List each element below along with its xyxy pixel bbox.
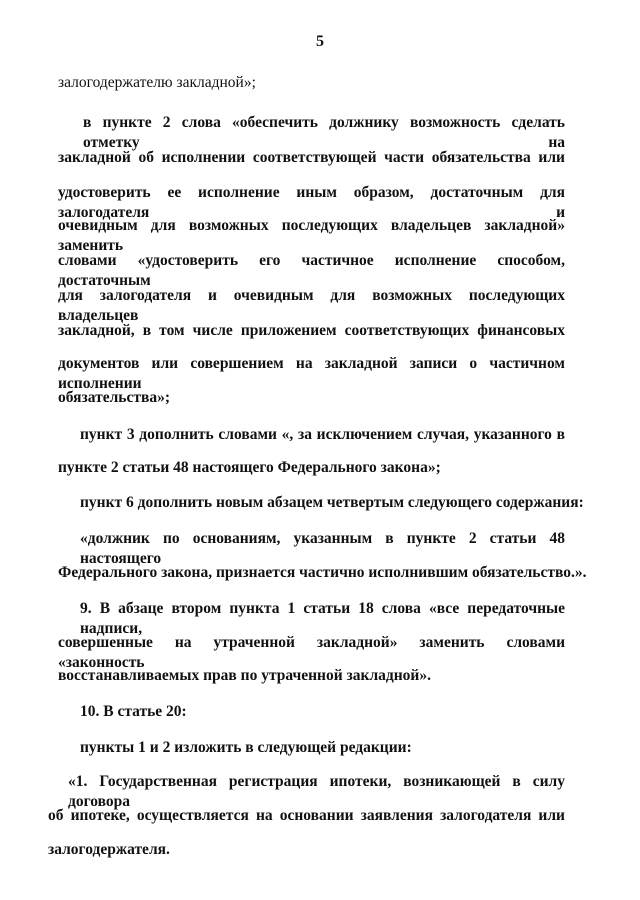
text-line: закладной об исполнении соответствующей части обязательства или [58,149,565,166]
text-line: восстанавливаемых прав по утраченной закладной». [58,667,431,684]
text-line: пункте 2 статьи 48 настоящего Федерального закона»; [58,459,441,476]
text-line: совершенные на утраченной закладной» заменить словами «законность [58,634,565,671]
text-line: пункт 3 дополнить словами «, за исключением случая, указанного в [80,426,565,443]
text-line: 9. В абзаце втором пункта 1 статьи 18 слова «все передаточные надписи, [80,600,565,637]
text-line: в пункте 2 слова «обеспечить должнику возможность сделать отметку на [83,114,565,151]
text-line: залогодержателя. [48,841,170,858]
text-line: Федерального закона, признается частично исполнившим обязательство.». [58,564,587,581]
page-number: 5 [316,33,324,50]
text-line: залогодержателю закладной»; [58,74,256,91]
text-line: 10. В статье 20: [80,703,187,720]
text-line: пункт 6 дополнить новым абзацем четвертым следующего содержания: [80,494,584,511]
text-line: обязательства»; [58,389,170,406]
text-line: закладной, в том числе приложением соответствующих финансовых [58,322,565,339]
text-line: документов или совершением на закладной записи о частичном исполнении [58,355,565,392]
text-line: об ипотеке, осуществляется на основании заявления залогодателя или [48,807,565,824]
text-line: очевидным для возможных последующих владельцев закладной» заменить [58,217,565,254]
text-line: «должник по основаниям, указанным в пункте 2 статьи 48 настоящего [80,530,565,567]
text-line: «1. Государственная регистрация ипотеки, возникающей в силу договора [68,773,565,810]
text-line: для залогодателя и очевидным для возможных последующих владельцев [58,287,565,324]
text-line: словами «удостоверить его частичное исполнение способом, достаточным [58,252,565,289]
text-line: пункты 1 и 2 изложить в следующей редакции: [80,739,412,756]
text-line: удостоверить ее исполнение иным образом, достаточным для залогодателя и [58,184,565,221]
